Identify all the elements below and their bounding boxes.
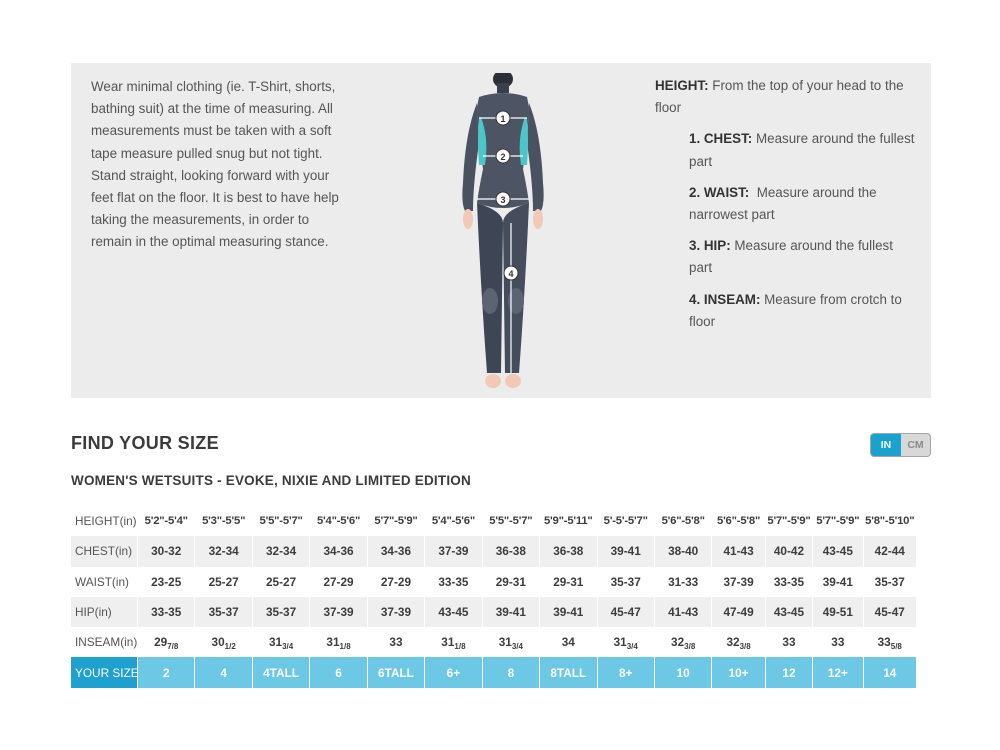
table-cell: 5'7"-5'9": [813, 506, 863, 536]
height-definition: HEIGHT: From the top of your head to the floor: [655, 78, 904, 116]
table-subtitle: WOMEN'S WETSUITS - EVOKE, NIXIE AND LIMITED EDITION: [71, 473, 471, 488]
table-cell: [195, 627, 252, 657]
inseam-whole: 31: [441, 635, 455, 650]
table-cell: 36-38: [482, 536, 539, 566]
measuring-guide-panel: [71, 63, 931, 398]
table-cell: 34-36: [367, 536, 424, 566]
inseam-fraction: 3/8: [684, 642, 696, 652]
table-cell: [765, 627, 812, 657]
marker-1: [496, 111, 510, 125]
table-cell: 32-34: [252, 536, 309, 566]
table-cell: [597, 627, 654, 657]
table-cell: 5'7"-5'9": [367, 506, 424, 536]
table-cell: [482, 627, 539, 657]
table-cell: 5'4"-5'6": [310, 506, 367, 536]
page-title: FIND YOUR SIZE: [71, 433, 219, 453]
row-label: YOUR SIZE: [71, 657, 138, 687]
chest-definition: 1. CHEST: Measure around the fullest part: [689, 131, 915, 169]
inseam-fraction: 3/4: [626, 642, 638, 652]
wetsuit-figure-illustration: [443, 73, 563, 391]
marker-4: [504, 266, 518, 280]
table-cell: 35-37: [863, 567, 916, 597]
inseam-whole: 31: [498, 635, 512, 650]
table-cell: 37-39: [425, 536, 482, 566]
inseam-fraction: 1/2: [224, 642, 236, 652]
table-cell: 47-49: [712, 597, 765, 627]
table-cell: 43-45: [765, 597, 812, 627]
unit-toggle[interactable]: [870, 433, 931, 457]
waist-definition: 2. WAIST: Measure around the narrowest part: [689, 184, 881, 223]
table-cell: 29-31: [482, 567, 539, 597]
svg-text:3: 3: [500, 195, 506, 205]
inseam-whole: 32: [726, 635, 740, 650]
inseam-definition: 4. INSEAM: Measure from crotch to floor: [689, 291, 902, 329]
inseam-fraction: 3/8: [739, 642, 751, 652]
table-row-chest-row: [71, 536, 917, 566]
table-cell: 5'3"-5'5": [195, 506, 252, 536]
inseam-fraction: 3/4: [511, 642, 523, 652]
table-cell: 45-47: [597, 597, 654, 627]
row-label: INSEAM(in): [71, 627, 138, 657]
inseam-fraction: 1/8: [454, 642, 466, 652]
inseam-whole: 31: [326, 635, 340, 650]
size-option-cell[interactable]: 10: [654, 657, 711, 687]
size-option-cell[interactable]: 14: [863, 657, 916, 687]
inseam-fraction: 3/4: [282, 642, 294, 652]
table-cell: 41-43: [712, 536, 765, 566]
table-cell: 37-39: [367, 597, 424, 627]
table-cell: 41-43: [654, 597, 711, 627]
table-cell: [654, 627, 711, 657]
table-cell: 39-41: [540, 597, 597, 627]
size-option-cell[interactable]: 12+: [813, 657, 863, 687]
table-cell: 39-41: [597, 536, 654, 566]
table-cell: 31-33: [654, 567, 711, 597]
unit-in-button[interactable]: IN: [871, 434, 901, 456]
inseam-fraction: 7/8: [167, 642, 179, 652]
table-cell: 43-45: [813, 536, 863, 566]
table-cell: 39-41: [813, 567, 863, 597]
inseam-whole: 34: [561, 635, 575, 650]
inseam-whole: 33: [389, 635, 403, 650]
table-cell: 36-38: [540, 536, 597, 566]
table-cell: 5'9"-5'11": [540, 506, 597, 536]
table-cell: [367, 627, 424, 657]
size-option-cell[interactable]: 10+: [712, 657, 765, 687]
size-option-cell[interactable]: 6TALL: [367, 657, 424, 687]
table-cell: 38-40: [654, 536, 711, 566]
table-cell: 35-37: [252, 597, 309, 627]
table-cell: 34-36: [310, 536, 367, 566]
table-cell: [712, 627, 765, 657]
table-cell: 39-41: [482, 597, 539, 627]
table-cell: 5'6"-5'8": [654, 506, 711, 536]
table-cell: 35-37: [195, 597, 252, 627]
inseam-whole: 31: [613, 635, 627, 650]
table-row-waist-row: [71, 567, 917, 597]
table-cell: 29-31: [540, 567, 597, 597]
table-cell: 5'-5'-5'7": [597, 506, 654, 536]
svg-text:4: 4: [508, 269, 514, 279]
inseam-whole: 33: [782, 635, 796, 650]
table-cell: 40-42: [765, 536, 812, 566]
table-cell: 5'5"-5'7": [252, 506, 309, 536]
marker-2: [496, 149, 510, 163]
svg-text:2: 2: [500, 152, 506, 162]
row-label: WAIST(in): [71, 567, 138, 597]
table-cell: 5'8"-5'10": [863, 506, 916, 536]
table-cell: 5'5"-5'7": [482, 506, 539, 536]
table-cell: [310, 627, 367, 657]
table-cell: 30-32: [138, 536, 195, 566]
inseam-whole: 31: [268, 635, 283, 650]
table-cell: 23-25: [138, 567, 195, 597]
table-row-hip-row: [71, 597, 917, 627]
measuring-instructions: Wear minimal clothing (ie. T-Shirt, shorts, bathing suit) at the time of measuring. All measurements must be taken with a soft tape measure pulled snug but not tight. Stand straight, looking forward with your feet flat on the floor. It is best to have help taking the measurements, in order to remain in the optimal measuring stance.: [91, 79, 339, 250]
table-cell: 37-39: [310, 597, 367, 627]
inseam-whole: 29: [154, 635, 168, 650]
table-row-inseam-row: [71, 627, 917, 657]
size-option-cell[interactable]: 8: [482, 657, 539, 687]
table-cell: 27-29: [310, 567, 367, 597]
table-cell: 32-34: [195, 536, 252, 566]
unit-cm-button[interactable]: CM: [907, 439, 924, 451]
table-row-height-row: [71, 506, 917, 536]
table-cell: 5'2"-5'4": [138, 506, 195, 536]
table-cell: 5'6"-5'8": [712, 506, 765, 536]
inseam-whole: 33: [831, 635, 845, 650]
size-option-cell[interactable]: 4: [195, 657, 252, 687]
inseam-whole: 33: [877, 635, 891, 650]
inseam-fraction: 5/8: [890, 642, 902, 652]
size-chart-table: [71, 506, 917, 688]
table-cell: 25-27: [252, 567, 309, 597]
table-cell: 37-39: [712, 567, 765, 597]
size-option-cell[interactable]: 6+: [425, 657, 482, 687]
table-cell: 5'7"-5'9": [765, 506, 812, 536]
size-option-cell[interactable]: 12: [765, 657, 812, 687]
table-cell: [138, 627, 195, 657]
table-cell: 33-35: [425, 567, 482, 597]
row-label: HEIGHT(in): [71, 506, 138, 536]
table-cell: 45-47: [863, 597, 916, 627]
svg-text:1: 1: [500, 114, 506, 124]
table-cell: 33-35: [765, 567, 812, 597]
hip-definition: 3. HIP: Measure around the fullest part: [689, 238, 893, 276]
inseam-whole: 32: [671, 635, 685, 650]
size-option-cell[interactable]: 6: [310, 657, 367, 687]
table-cell: 42-44: [863, 536, 916, 566]
size-option-cell[interactable]: 2: [138, 657, 195, 687]
table-cell: 35-37: [597, 567, 654, 597]
size-option-cell[interactable]: 8+: [597, 657, 654, 687]
table-cell: 49-51: [813, 597, 863, 627]
row-label: HIP(in): [71, 597, 138, 627]
measurement-definitions: [655, 75, 915, 333]
table-cell: 5'4"-5'6": [425, 506, 482, 536]
table-cell: 43-45: [425, 597, 482, 627]
table-cell: [252, 627, 309, 657]
inseam-whole: 30: [211, 635, 225, 650]
table-cell: [813, 627, 863, 657]
table-cell: 33-35: [138, 597, 195, 627]
size-option-cell[interactable]: 8TALL: [540, 657, 597, 687]
table-row-your-size: [71, 657, 917, 687]
table-cell: [425, 627, 482, 657]
row-label: CHEST(in): [71, 536, 138, 566]
size-option-cell[interactable]: 4TALL: [252, 657, 309, 687]
marker-3: [496, 192, 510, 206]
table-cell: [863, 627, 916, 657]
inseam-fraction: 1/8: [339, 642, 351, 652]
table-cell: 25-27: [195, 567, 252, 597]
table-cell: [540, 627, 597, 657]
table-cell: 27-29: [367, 567, 424, 597]
